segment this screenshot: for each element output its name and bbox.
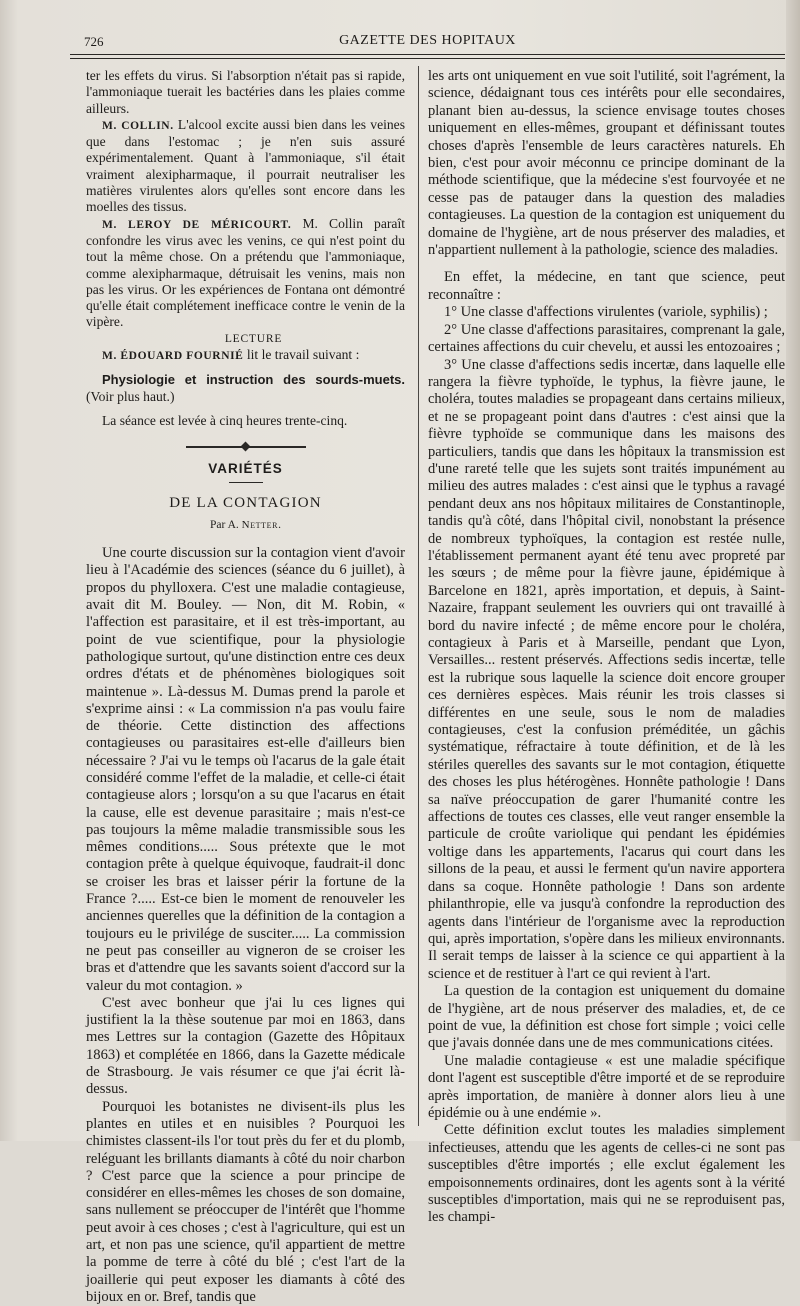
short-rule [229, 482, 263, 483]
paragraph: M. COLLIN. L'alcool excite aussi bien dans les veines que dans l'estomac ; je n'en suis assuré expérimentalement. Quant à l'ammoniaque, s'il était vraiment alexipharmaque, il pourrait neutraliser les matières virulentes alors qu'elles sont encore dans les moelles des tissus. [86, 116, 406, 215]
header-rule-top [70, 54, 785, 55]
column-divider [418, 66, 419, 1126]
paragraph: M. LEROY DE MÉRICOURT. M. Collin paraît confondre les virus avec les venins, ce qui n'est point du tout la même chose. On a prétendu que l'ammoniaque, comme alexipharmaque, détruisait les venins, mais non pas les virus. Or les expériences de Fontana ont démontré qu'elle était complétement inefficace contre le venin de la vipère. [86, 215, 405, 330]
page-header [70, 30, 785, 56]
ornament-divider [86, 445, 405, 449]
paragraph: Physiologie et instruction des sourds-muets. (Voir plus haut.) [86, 372, 405, 404]
speaker-name: M. COLLIN. [102, 119, 174, 132]
speaker-name: M. ÉDOUARD FOURNIÉ [102, 350, 244, 363]
list-item: 3° Une classe d'affections sedis incertæ, dans laquelle elle rangera la fièvre typhoïde, le typhus, la fièvre jaune, le choléra, toutes maladies se propageant dans certains milieux, et ne se propageant point dans d'autres : c'est ainsi que la fièvre typhoïde se communique dans les maisons des particuliers, tandis que dans les hôpitaux la transmission est d'une rareté telle que les sujets sont traités impunément au milieu des autres malades : c'est ainsi que le typhus a ravagé pendant deux ans nos hôpitaux militaires de Constantinople, tandis qu'à côté, dans l'hôpital civil, nonobstant la présence de nombreux typhoïques, la contagion est restée nulle, l'établissement permanent ayant été tenu avec propreté par les sœurs ; de même pour la fièvre jaune, épidémique à Barcelone en 1821, après importation, et depuis, à Saint-Nazaire, frappant seulement les ouvriers qui ont travaillé à bord du navire infecté ; de même encore pour le choléra, contagieux à Paris et à Marseille, pendant que Lyon, Versailles... restent préservés. Affections sedis incertæ, telle est la rubrique sous laquelle la science doit encore grouper ces dernières espèces. Mais réunir les trois classes si différentes en une seule, sous le nom de maladies contagieuses, c'est la confusion préméditée, un gâchis systématique, réfractaire à toute définition, et de là les stériles querelles des savants sur le mot contagion, étiquette des choses les plus hétérogènes. Honnête pathologie ! Dans sa naïve préoccupation de garer l'humanité contre les affections de toutes ces classes, elle veut ranger ensemble la particule de croûte variolique qui pendant les épidémies voltige dans les appartements, l'acarus qui court dans les sillons de la peau, et aussi le ferment qu'un navire apportera dans sa coque. Honnête pathologie ! Dans son ardente philanthropie, elle va jusqu'à confondre la reproduction des agents dans l'intérieur de l'organisme avec la reproduction qui, après importation, s'opère dans les milieux environnants. Il serait temps de laisser à la science ce qui appartient à la science et de restituer à l'art ce qui revient à l'art. [428, 356, 785, 982]
lecture-title: Physiologie et instruction des sourds-muets. [102, 372, 405, 388]
page-edge-shadow [786, 0, 800, 1141]
list-item: 1° Une classe d'affections virulentes (variole, syphilis) ; [444, 304, 768, 321]
left-column [86, 68, 405, 1306]
section-title: VARIÉTÉS [208, 461, 283, 477]
paragraph: les arts ont uniquement en vue soit l'utilité, soit l'agrément, la science, dédaignant tous ces intérêts pour elle secondaires, planant bien au-dessus, la science envisage toutes choses uniquement en elles-mêmes, groupant et définissant toutes choses d'après l'ensemble de leurs caractères naturels. Eh bien, c'est pour avoir méconnu ce principe dominant de la méthode scientifique, que la médecine s'est fourvoyée et ne cesse pas de patauger dans la question des maladies contagieuses. La question de la contagion est uniquement du domaine de l'hygiène, art de nous préserver des maladies, et n'appartient nullement à la pathologie, science des maladies. [428, 68, 785, 259]
paragraph: M. ÉDOUARD FOURNIÉ lit le travail suivant : [102, 347, 360, 363]
paragraph: Une courte discussion sur la contagion vient d'avoir lieu à l'Académie des sciences (séance du 6 juillet), à propos du phylloxera. C'est une maladie contagieuse, avait dit M. Bouley. — Non, dit M. Robin, « l'affection est parasitaire, et il est très-important, au point de vue scientifique, pour la physiologie pathologique surtout, qu'une distinction entre ces deux ordres d'états et de phénomènes biologiques soit maintenue ». Là-dessus M. Dumas prend la parole et s'exprime ainsi : « La commission n'a pas voulu faire de théorie. Cette distinction des affections contagieuses ou parasitaires est-elle d'ailleurs bien nécessaire ? J'ai vu le temps où l'acarus de la gale était considéré comme l'effet de la maladie, et celle-ci était contagieuse alors ; lorsqu'on a su que l'acarus en était la cause, elle est devenue parasitaire ; mais n'est-ce pas toujours la même maladie transmissible sous les mêmes conditions..... Sous prétexte que le mot contagion prête à quelque équivoque, faudrait-il donc se croiser les bras et laisser périr la fortune de la France ?..... Est-ce bien le moment de renouveler les anciennes querelles que la définition de la contagion a toujours eu le privilége de susciter..... La commission ne peut pas conseiller au vigneron de se croiser les bras et d'attendre que les savants soient d'accord sur la valeur du mot contagion. » [86, 545, 405, 994]
article-title: DE LA CONTAGION [169, 494, 322, 511]
byline: Par A. Netter. [210, 518, 281, 531]
paragraph: ter les effets du virus. Si l'absorption n'était pas si rapide, l'ammoniaque tuerait les bactéries dans les plaies comme ailleurs. [86, 68, 405, 116]
paragraph: En effet, la médecine, en tant que science, peut reconnaître : [428, 269, 785, 303]
speaker-name: M. LEROY DE MÉRICOURT. [102, 218, 292, 231]
paragraph: La séance est levée à cinq heures trente-cinq. [102, 412, 348, 428]
page-number: 726 [84, 34, 104, 49]
list-item: 2° Une classe d'affections parasitaires, comprenant la gale, certaines affections du cuir chevelu, et aussi les entozoaires ; [428, 321, 785, 356]
right-column [428, 68, 785, 1227]
paragraph: La question de la contagion est uniquement du domaine de l'hygiène, art de nous préserver des maladies, et, de ce point de vue, la définition est chose fort simple ; voici celle que j'avais donnée dans une de mes communications citées. [428, 983, 785, 1052]
paragraph: C'est avec bonheur que j'ai lu ces lignes qui justifient la la thèse soutenue par moi en 1863, dans mes Lettres sur la contagion (Gazette des Hôpitaux 1863) et complétée en 1866, dans la Gazette médicale de Strasbourg. Je vais résumer ce que j'ai écrit là-dessus. [86, 994, 405, 1098]
header-rule-bottom [70, 58, 785, 59]
running-title: GAZETTE DES HOPITAUX [339, 33, 516, 48]
paragraph: Une maladie contagieuse « est une maladie spécifique dont l'agent est susceptible d'être importé et de se reproduire après importation, de manière à donner alors lieu à une épidémie ou à une endémie ». [428, 1052, 785, 1121]
lecture-heading: LECTURE [224, 332, 283, 345]
paragraph: Cette définition exclut toutes les maladies simplement infectieuses, attendu que les agents de celles-ci ne sont pas susceptibles d'être importés ; elle exclut également les empoisonnements ordinaires, dont les agents sont à la vérité susceptibles d'importation, mais qui ne se reproduisent pas, les champi- [428, 1122, 785, 1226]
paragraph: Pourquoi les botanistes ne divisent-ils plus les plantes en utiles et en nuisibles ? Pourquoi les chimistes classent-ils l'or tout près du fer et du plomb, reléguant les brillants diamants à côté du noir charbon ? C'est parce que la science a pour principe de considérer en elles-mêmes les choses de son domaine, sans nullement se préoccuper de l'intérêt que l'homme peut avoir à ces choses ; c'est à l'agriculture, qui est un art, et non pas une science, qu'il appartient de mettre la pomme de terre à côté du blé ; c'est l'art de la joaillerie qui peut exposer les diamants à côté des bijoux en or. Bref, tandis que [86, 1098, 405, 1305]
